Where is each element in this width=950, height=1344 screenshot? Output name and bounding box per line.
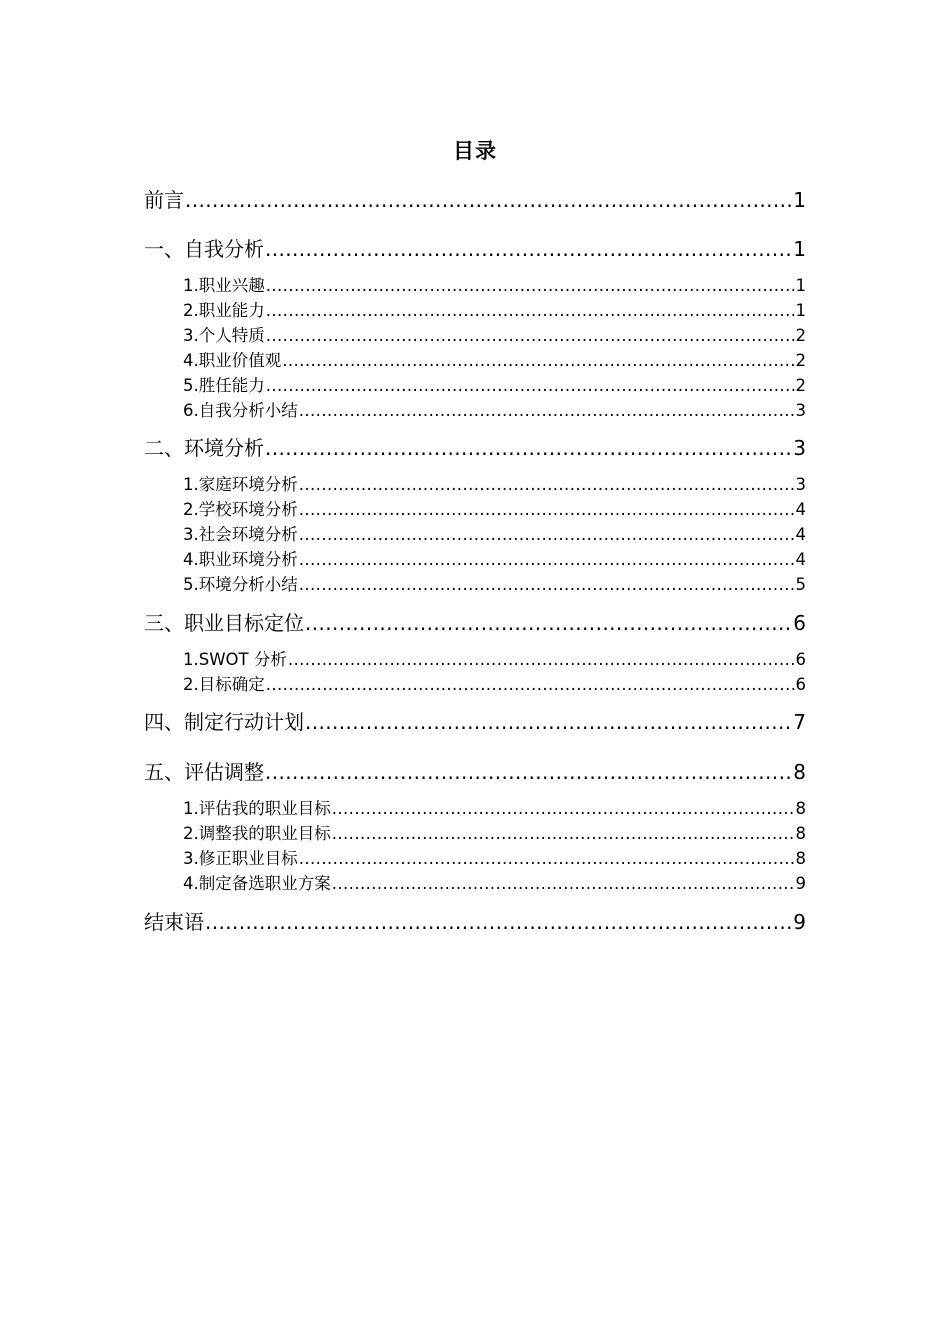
toc-entry-chapter[interactable] — [144, 433, 806, 463]
toc-entry-section[interactable] — [183, 796, 806, 821]
dot-leader — [332, 821, 795, 846]
toc-entry-label: 5.胜任能力 — [183, 376, 265, 395]
toc-entry-label: 2.调整我的职业目标 — [183, 824, 331, 843]
toc-entry-chapter[interactable] — [144, 907, 806, 937]
dot-leader — [266, 373, 795, 398]
toc-entry-page-number: 6 — [795, 650, 806, 669]
toc-entry-label: 4.职业价值观 — [183, 351, 282, 370]
toc-entry-section[interactable] — [183, 273, 806, 298]
dot-leader — [299, 398, 795, 423]
toc-entry-page-number: 3 — [793, 436, 806, 460]
dot-leader — [282, 348, 794, 373]
dot-leader — [266, 273, 795, 298]
dot-leader — [299, 472, 795, 497]
toc-entry-label: 1.SWOT 分析 — [183, 650, 287, 669]
toc-entry-label: 四、制定行动计划 — [144, 710, 304, 734]
dot-leader — [266, 672, 795, 697]
toc-entry-section[interactable] — [183, 846, 806, 871]
toc-entry-label: 5.环境分析小结 — [183, 575, 298, 594]
toc-entry-section[interactable] — [183, 298, 806, 323]
toc-entry-chapter[interactable] — [144, 757, 806, 787]
toc-entry-page-number: 8 — [793, 760, 806, 784]
dot-leader — [305, 608, 792, 638]
toc-entry-page-number: 1 — [793, 188, 806, 212]
toc-entry-section[interactable] — [183, 572, 806, 597]
toc-entry-label: 4.职业环境分析 — [183, 550, 298, 569]
toc-entry-label: 3.修正职业目标 — [183, 849, 298, 868]
toc-entry-page-number: 1 — [795, 301, 806, 320]
dot-leader — [332, 796, 795, 821]
toc-entry-page-number: 8 — [795, 799, 806, 818]
toc-entry-section[interactable] — [183, 497, 806, 522]
toc-entry-section[interactable] — [183, 522, 806, 547]
toc-entry-page-number: 9 — [795, 874, 806, 893]
toc-entry-section[interactable] — [183, 871, 806, 896]
dot-leader — [305, 707, 792, 737]
toc-entry-label: 3.社会环境分析 — [183, 525, 298, 544]
toc-entry-page-number: 2 — [795, 326, 806, 345]
toc-entry-label: 2.职业能力 — [183, 301, 265, 320]
dot-leader — [185, 185, 792, 215]
toc-entry-label: 前言 — [144, 188, 184, 212]
toc-entry-page-number: 7 — [793, 710, 806, 734]
dot-leader — [299, 572, 795, 597]
toc-entry-page-number: 4 — [795, 500, 806, 519]
dot-leader — [299, 497, 795, 522]
toc-entry-label: 一、自我分析 — [144, 237, 264, 261]
toc-entry-section[interactable] — [183, 398, 806, 423]
toc-entry-section[interactable] — [183, 323, 806, 348]
toc-entry-page-number: 8 — [795, 849, 806, 868]
toc-entry-page-number: 4 — [795, 550, 806, 569]
toc-entry-label: 1.家庭环境分析 — [183, 475, 298, 494]
dot-leader — [266, 298, 795, 323]
toc-entry-section[interactable] — [183, 672, 806, 697]
toc-entry-page-number: 3 — [795, 401, 806, 420]
dot-leader — [299, 522, 795, 547]
dot-leader — [288, 647, 795, 672]
toc-entry-label: 6.自我分析小结 — [183, 401, 298, 420]
dot-leader — [332, 871, 795, 896]
toc-entry-label: 五、评估调整 — [144, 760, 264, 784]
toc-entry-page-number: 8 — [795, 824, 806, 843]
toc-entry-section[interactable] — [183, 821, 806, 846]
toc-entry-page-number: 1 — [795, 276, 806, 295]
toc-entry-page-number: 1 — [793, 237, 806, 261]
toc-entry-section[interactable] — [183, 472, 806, 497]
toc-entry-chapter[interactable] — [144, 185, 806, 215]
dot-leader — [299, 846, 795, 871]
toc-entry-label: 2.目标确定 — [183, 675, 265, 694]
toc-entry-label: 三、职业目标定位 — [144, 611, 304, 635]
toc-entry-chapter[interactable] — [144, 608, 806, 638]
toc-entry-chapter[interactable] — [144, 707, 806, 737]
toc-entry-section[interactable] — [183, 647, 806, 672]
toc-entry-page-number: 2 — [795, 351, 806, 370]
toc-entry-page-number: 3 — [795, 475, 806, 494]
toc-entry-label: 1.评估我的职业目标 — [183, 799, 331, 818]
toc-entry-page-number: 2 — [795, 376, 806, 395]
toc-entry-section[interactable] — [183, 547, 806, 572]
toc-entry-label: 3.个人特质 — [183, 326, 265, 345]
toc-entry-label: 2.学校环境分析 — [183, 500, 298, 519]
toc-entry-section[interactable] — [183, 373, 806, 398]
dot-leader — [265, 757, 792, 787]
toc-entry-page-number: 9 — [793, 910, 806, 934]
toc-entry-label: 4.制定备选职业方案 — [183, 874, 331, 893]
toc-entry-page-number: 6 — [795, 675, 806, 694]
toc-entry-page-number: 4 — [795, 525, 806, 544]
dot-leader — [265, 433, 792, 463]
toc-entry-label: 1.职业兴趣 — [183, 276, 265, 295]
toc-entry-chapter[interactable] — [144, 234, 806, 264]
dot-leader — [205, 907, 792, 937]
dot-leader — [266, 323, 795, 348]
dot-leader — [299, 547, 795, 572]
toc-entry-label: 结束语 — [144, 910, 204, 934]
toc-title: 目录 — [453, 139, 497, 163]
toc-entry-section[interactable] — [183, 348, 806, 373]
toc-entry-page-number: 6 — [793, 611, 806, 635]
toc-entry-page-number: 5 — [795, 575, 806, 594]
toc-entry-label: 二、环境分析 — [144, 436, 264, 460]
dot-leader — [265, 234, 792, 264]
